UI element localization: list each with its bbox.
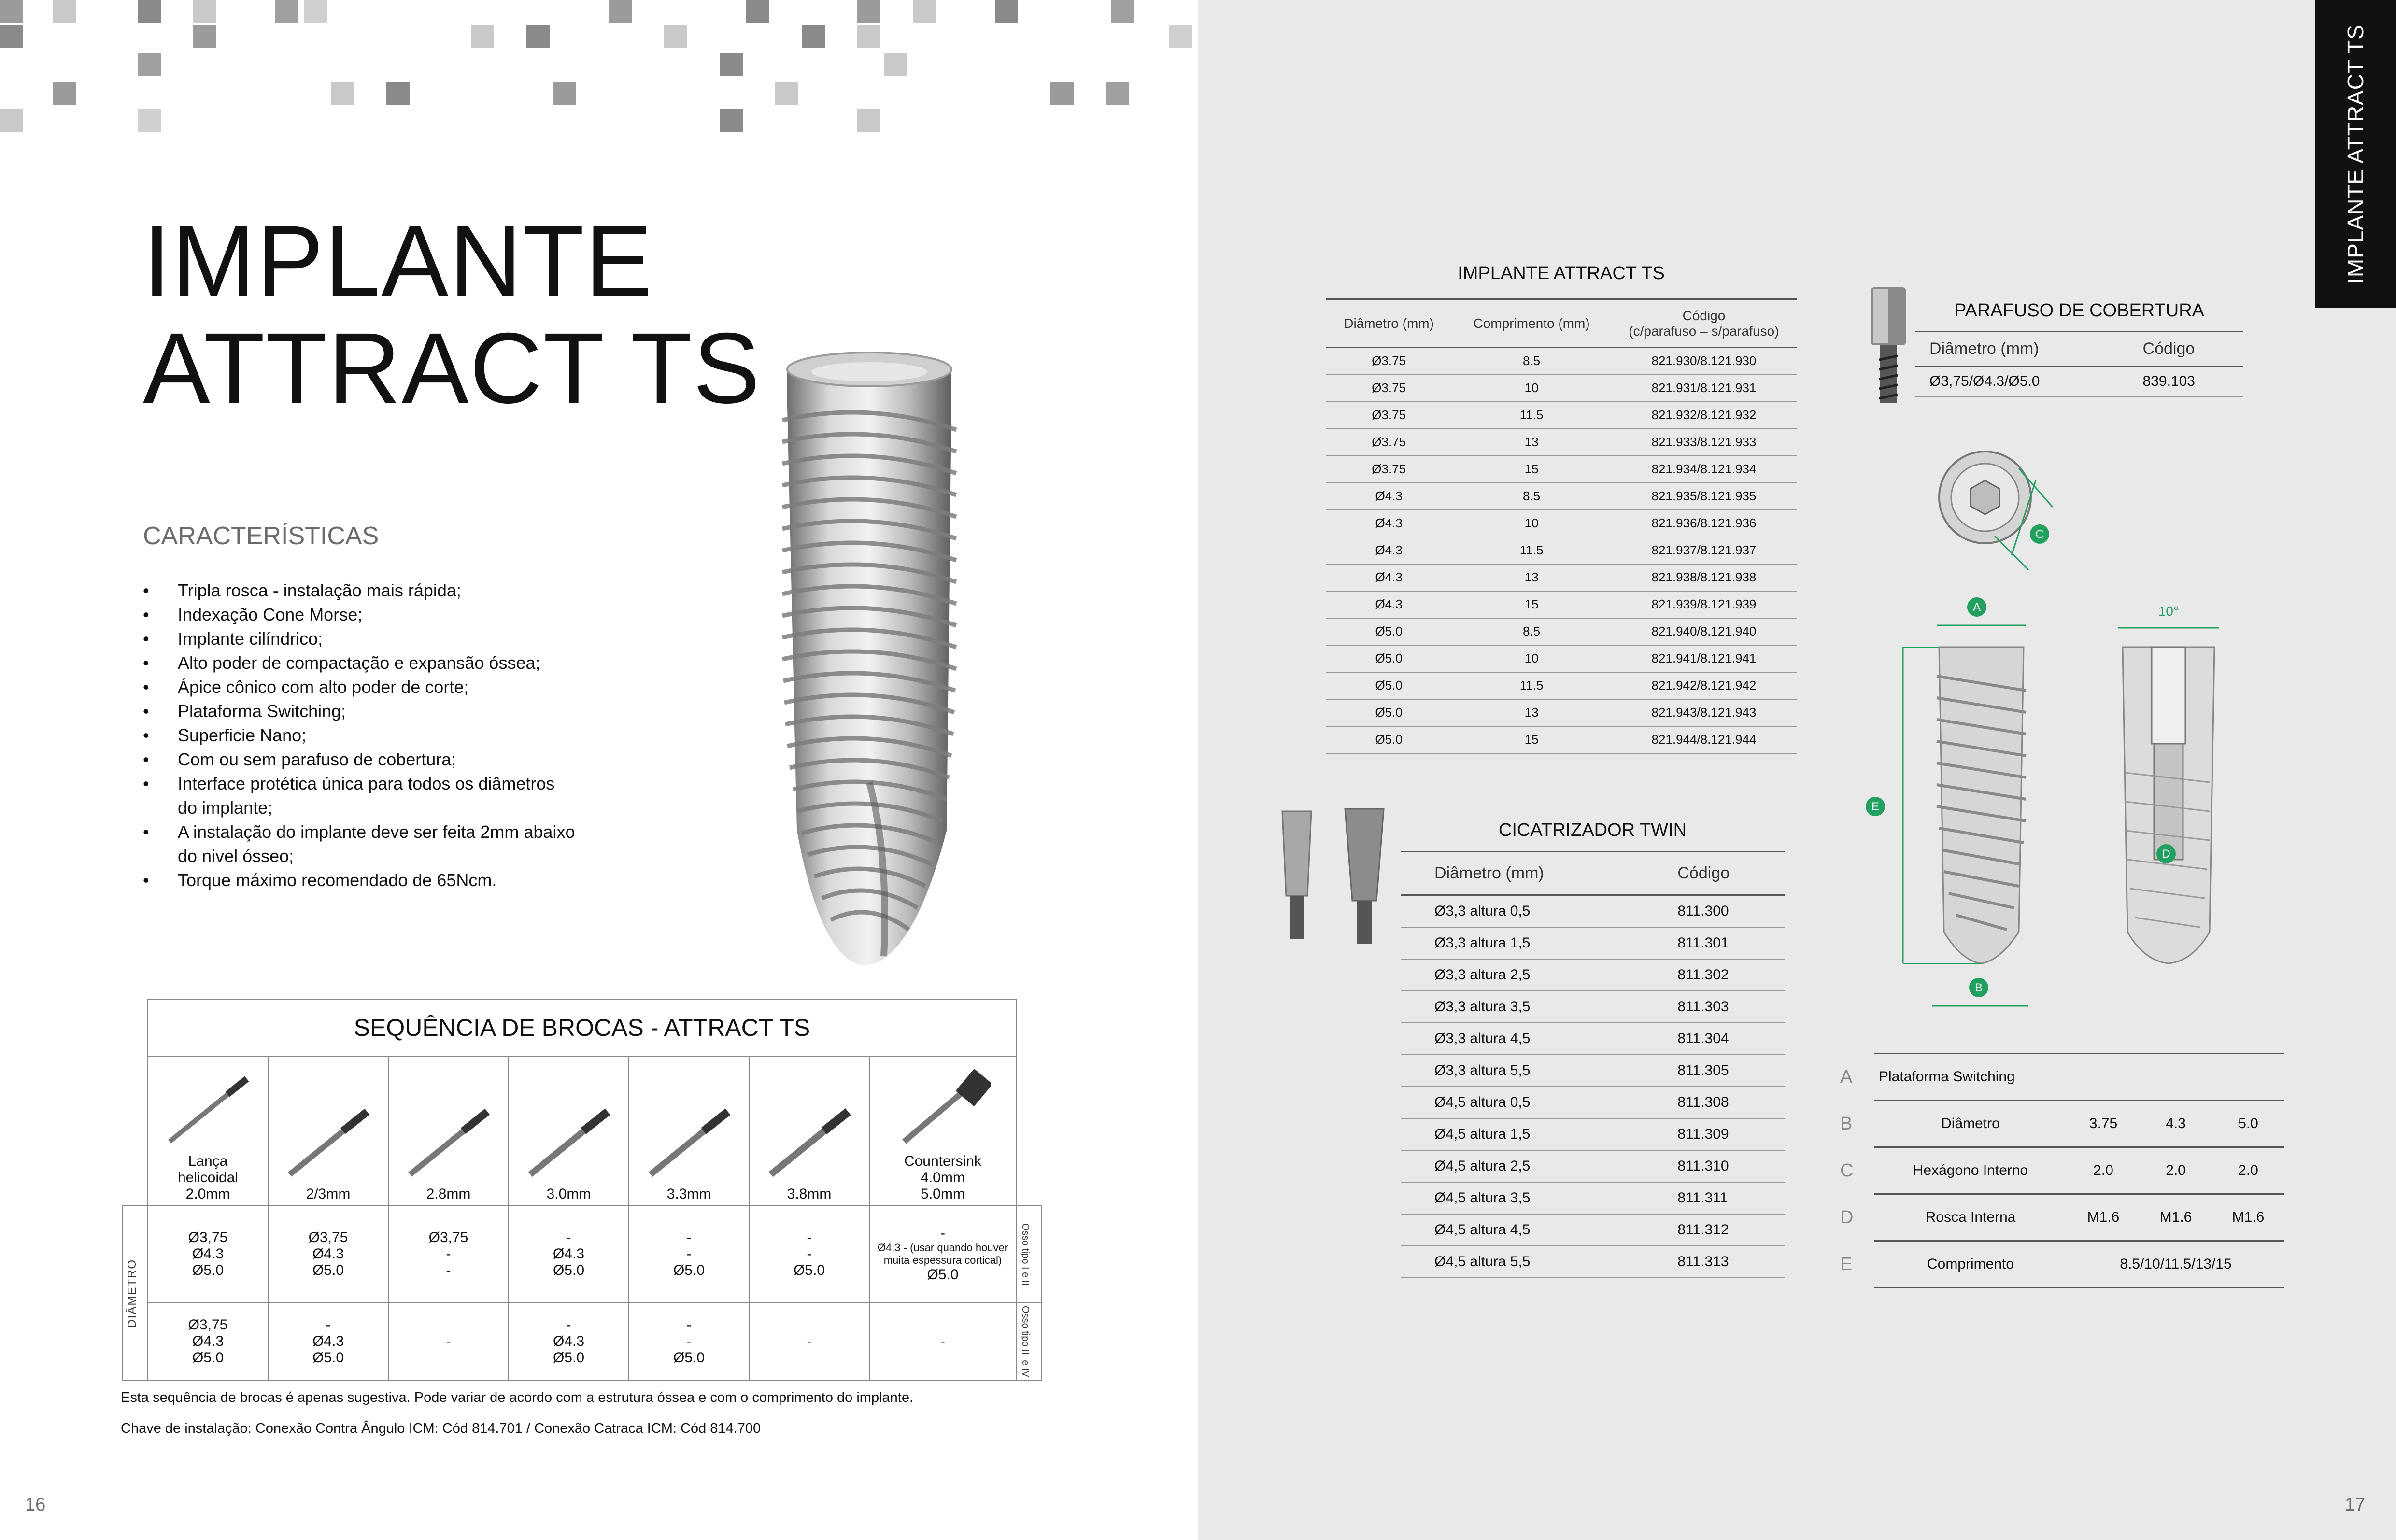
table-cell: 811.302 bbox=[1673, 959, 1785, 991]
drill-table-title: SEQUÊNCIA DE BROCAS - ATTRACT TS bbox=[148, 999, 1016, 1056]
countersink-icon bbox=[894, 1069, 991, 1146]
feature-item: • Implante cilíndrico; bbox=[143, 627, 578, 651]
table-row bbox=[1401, 927, 1785, 959]
table-cell: - bbox=[388, 1302, 509, 1381]
table-row bbox=[1401, 1087, 1785, 1118]
table-row bbox=[1401, 1118, 1785, 1150]
table-cell: Ø5.0 bbox=[1326, 645, 1452, 672]
table-cell: 821.938/8.121.938 bbox=[1611, 564, 1797, 591]
feature-item: • Com ou sem parafuso de cobertura; bbox=[143, 748, 578, 772]
table-row bbox=[1326, 564, 1797, 591]
table-cell: 8.5 bbox=[1452, 348, 1611, 375]
spec-letter: D bbox=[1840, 1207, 1854, 1228]
table-cell: Ø4.3 bbox=[1326, 483, 1452, 510]
side-view-icon bbox=[1866, 597, 2028, 1006]
table-cell: - bbox=[749, 1302, 869, 1381]
spec-label: Rosca Interna bbox=[1874, 1194, 2067, 1241]
drill-label: Countersink bbox=[904, 1153, 982, 1169]
table-row bbox=[1835, 1054, 2284, 1101]
spec-value: 2.0 bbox=[2212, 1147, 2284, 1194]
table-cell: Ø3,3 altura 0,5 bbox=[1401, 895, 1673, 927]
section-view-icon bbox=[2118, 604, 2219, 963]
table-row bbox=[1835, 1241, 2284, 1288]
table-cell: Ø3.75 bbox=[1326, 429, 1452, 456]
table-cell: 821.937/8.121.937 bbox=[1611, 537, 1797, 564]
table-cell: 821.930/8.121.930 bbox=[1611, 348, 1797, 375]
table-row bbox=[1401, 1214, 1785, 1246]
table-cell: 13 bbox=[1452, 699, 1611, 726]
table-cell: 811.313 bbox=[1673, 1246, 1785, 1278]
spec-letter: B bbox=[1840, 1113, 1853, 1134]
table-cell: Ø3,75 Ø4.3 Ø5.0 bbox=[268, 1206, 388, 1302]
table-cell: Ø5.0 bbox=[1326, 672, 1452, 699]
drill-column bbox=[629, 1056, 749, 1206]
column-header: Diâmetro (mm) bbox=[1326, 299, 1452, 348]
table-cell: Ø4,5 altura 1,5 bbox=[1401, 1118, 1673, 1150]
healing-abutment-image bbox=[1273, 799, 1398, 959]
table-cell: 13 bbox=[1452, 429, 1611, 456]
table-row bbox=[1326, 618, 1797, 645]
table-cell: 10 bbox=[1452, 375, 1611, 402]
table-cell: 811.312 bbox=[1673, 1214, 1785, 1246]
table-cell: - Ø4.3 - (usar quando houver muita espessura cortical) Ø5.0 bbox=[869, 1206, 1016, 1302]
implant-table bbox=[1326, 298, 1797, 754]
table-cell: Ø4,5 altura 5,5 bbox=[1401, 1246, 1673, 1278]
page-number-right: 17 bbox=[2345, 1495, 2366, 1515]
table-cell: Ø4,5 altura 2,5 bbox=[1401, 1150, 1673, 1182]
table-row bbox=[1401, 1246, 1785, 1278]
page-title bbox=[143, 205, 761, 424]
table-cell: 811.305 bbox=[1673, 1055, 1785, 1087]
feature-item: • Indexação Cone Morse; bbox=[143, 603, 578, 627]
spec-value: 2.0 bbox=[2140, 1147, 2212, 1194]
label-d: D bbox=[2162, 848, 2170, 861]
table-cell: Ø3.75 bbox=[1326, 348, 1452, 375]
table-row bbox=[1326, 537, 1797, 564]
characteristics-heading: CARACTERÍSTICAS bbox=[143, 522, 379, 550]
table-cell: 13 bbox=[1452, 564, 1611, 591]
table-row bbox=[1401, 895, 1785, 927]
table-row bbox=[1326, 375, 1797, 402]
drill-icon bbox=[641, 1102, 737, 1179]
table-row bbox=[1835, 1194, 2284, 1241]
table-cell: 821.934/8.121.934 bbox=[1611, 456, 1797, 483]
spec-label: Diâmetro bbox=[1874, 1101, 2067, 1147]
drill-column bbox=[749, 1056, 869, 1206]
drill-column bbox=[509, 1056, 629, 1206]
feature-item: • Ápice cônico com alto poder de corte; bbox=[143, 675, 578, 699]
drill-label: 3.0mm bbox=[546, 1186, 591, 1202]
installation-key-note: Chave de instalação: Conexão Contra Ângulo ICM: Cód 814.701 / Conexão Catraca ICM: Cód 814.700 bbox=[121, 1421, 761, 1436]
table-cell: Ø5.0 bbox=[1326, 618, 1452, 645]
table-cell: - - Ø5.0 bbox=[749, 1206, 869, 1302]
table-cell: 10 bbox=[1452, 510, 1611, 537]
table-cell: Ø4,5 altura 4,5 bbox=[1401, 1214, 1673, 1246]
column-header: Código (c/parafuso – s/parafuso) bbox=[1611, 299, 1797, 348]
spec-letter: E bbox=[1840, 1254, 1853, 1274]
feature-item: • Torque máximo recomendado de 65Ncm. bbox=[143, 868, 578, 892]
drill-icon bbox=[761, 1102, 858, 1179]
table-row bbox=[1326, 510, 1797, 537]
spec-value: M1.6 bbox=[2140, 1194, 2212, 1241]
table-cell: 821.943/8.121.943 bbox=[1611, 699, 1797, 726]
column-header: Comprimento (mm) bbox=[1452, 299, 1611, 348]
table-cell: Ø5.0 bbox=[1326, 699, 1452, 726]
feature-item: • A instalação do implante deve ser feita 2mm abaixo do nivel ósseo; bbox=[143, 820, 578, 868]
table-cell: 821.939/8.121.939 bbox=[1611, 591, 1797, 618]
title-line-1: IMPLANTE bbox=[143, 205, 653, 317]
table-cell: 811.309 bbox=[1673, 1118, 1785, 1150]
table-cell: Ø3,3 altura 2,5 bbox=[1401, 959, 1673, 991]
table-cell: 811.301 bbox=[1673, 927, 1785, 959]
table-cell: 821.940/8.121.940 bbox=[1611, 618, 1797, 645]
table-row bbox=[1326, 645, 1797, 672]
table-cell: Ø4.3 bbox=[1326, 510, 1452, 537]
table-cell: - Ø4.3 Ø5.0 bbox=[509, 1302, 629, 1381]
table-cell: Ø3,3 altura 3,5 bbox=[1401, 991, 1673, 1023]
table-row bbox=[1326, 591, 1797, 618]
table-cell: 11.5 bbox=[1452, 402, 1611, 429]
drill-icon bbox=[280, 1102, 377, 1179]
bone-type-label: Osso tipo III e IV bbox=[1020, 1306, 1031, 1377]
table-row bbox=[1326, 348, 1797, 375]
drill-label: 4.0mm bbox=[921, 1170, 965, 1186]
spec-letter: C bbox=[1840, 1160, 1854, 1181]
spec-table bbox=[1835, 1053, 2284, 1288]
table-cell: 15 bbox=[1452, 591, 1611, 618]
spec-value: M1.6 bbox=[2067, 1194, 2140, 1241]
table-cell: 8.5 bbox=[1452, 618, 1611, 645]
table-cell: 15 bbox=[1452, 726, 1611, 753]
drill-label: 2.0mm bbox=[185, 1186, 230, 1202]
drill-sequence-table bbox=[122, 999, 1042, 1381]
table-cell: 11.5 bbox=[1452, 537, 1611, 564]
label-c: C bbox=[2035, 528, 2044, 541]
cover-screw-image bbox=[1867, 283, 1910, 413]
features-list bbox=[143, 579, 578, 892]
diameter-row-label: DIÂMETRO bbox=[126, 1258, 139, 1328]
table-cell: Ø4.3 bbox=[1326, 564, 1452, 591]
spec-label: Hexágono Interno bbox=[1874, 1147, 2067, 1194]
table-cell: Ø4.3 bbox=[1326, 537, 1452, 564]
table-row bbox=[1326, 402, 1797, 429]
feature-item: • Plataforma Switching; bbox=[143, 699, 578, 723]
table-cell: - - Ø5.0 bbox=[629, 1206, 749, 1302]
drill-note: Esta sequência de brocas é apenas sugestiva. Pode variar de acordo com a estrutura óssea e com o comprimento do implante. bbox=[121, 1390, 914, 1405]
table-cell: - - Ø5.0 bbox=[629, 1302, 749, 1381]
feature-item: • Alto poder de compactação e expansão óssea; bbox=[143, 651, 578, 675]
table-cell: 10 bbox=[1452, 645, 1611, 672]
table-cell: Ø3.75 bbox=[1326, 375, 1452, 402]
spec-label: Comprimento bbox=[1874, 1241, 2067, 1288]
drill-label: Lança bbox=[188, 1153, 228, 1169]
drill-icon bbox=[160, 1069, 256, 1146]
implant-image bbox=[768, 348, 971, 975]
table-cell: 811.310 bbox=[1673, 1150, 1785, 1182]
table-cell: Ø4.3 bbox=[1326, 591, 1452, 618]
cover-screw-title: PARAFUSO DE COBERTURA bbox=[1954, 300, 2204, 321]
table-cell: - bbox=[869, 1302, 1016, 1381]
table-row bbox=[1326, 483, 1797, 510]
title-line-2: ATTRACT TS bbox=[143, 312, 761, 424]
feature-item: • Tripla rosca - instalação mais rápida; bbox=[143, 579, 578, 603]
column-header: Código bbox=[2139, 332, 2243, 367]
table-cell: - Ø4.3 Ø5.0 bbox=[268, 1302, 388, 1381]
label-a: A bbox=[1972, 601, 1981, 614]
drill-column bbox=[869, 1056, 1016, 1206]
cover-screw-table bbox=[1915, 331, 2243, 397]
table-cell: 811.308 bbox=[1673, 1087, 1785, 1118]
implant-technical-diagram bbox=[1855, 435, 2251, 1029]
table-cell: 821.935/8.121.935 bbox=[1611, 483, 1797, 510]
drill-label: helicoidal bbox=[177, 1170, 239, 1186]
table-cell: 15 bbox=[1452, 456, 1611, 483]
drill-column bbox=[148, 1056, 268, 1206]
spec-value: 2.0 bbox=[2067, 1147, 2140, 1194]
table-row bbox=[1401, 1055, 1785, 1087]
table-cell: 821.933/8.121.933 bbox=[1611, 429, 1797, 456]
spec-value: 5.0 bbox=[2212, 1101, 2284, 1147]
table-cell: Ø4,5 altura 3,5 bbox=[1401, 1182, 1673, 1214]
spec-letter: A bbox=[1840, 1066, 1853, 1087]
healing-twin-title: CICATRIZADOR TWIN bbox=[1498, 820, 1687, 840]
table-cell: Ø5.0 bbox=[1326, 726, 1452, 753]
table-cell: Ø3,3 altura 4,5 bbox=[1401, 1023, 1673, 1055]
drill-icon bbox=[400, 1102, 497, 1179]
healing-twin-table bbox=[1401, 851, 1785, 1278]
implant-table-title: IMPLANTE ATTRACT TS bbox=[1458, 263, 1665, 283]
spec-label: Plataforma Switching bbox=[1874, 1054, 2067, 1101]
drill-label: 5.0mm bbox=[921, 1186, 965, 1202]
drill-label: 2.8mm bbox=[426, 1186, 471, 1202]
table-cell: 821.944/8.121.944 bbox=[1611, 726, 1797, 753]
table-cell: 811.304 bbox=[1673, 1023, 1785, 1055]
table-row bbox=[1401, 1182, 1785, 1214]
table-cell: 811.311 bbox=[1673, 1182, 1785, 1214]
column-header: Diâmetro (mm) bbox=[1401, 852, 1673, 895]
table-row bbox=[1835, 1101, 2284, 1147]
table-cell: Ø4,5 altura 0,5 bbox=[1401, 1087, 1673, 1118]
table-cell: - Ø4.3 Ø5.0 bbox=[509, 1206, 629, 1302]
column-header: Diâmetro (mm) bbox=[1915, 332, 2139, 367]
table-row bbox=[1326, 726, 1797, 753]
table-cell: Ø3,75 Ø4.3 Ø5.0 bbox=[148, 1206, 268, 1302]
angle-label: 10° bbox=[2158, 604, 2179, 619]
spec-value: 3.75 bbox=[2067, 1101, 2140, 1147]
drill-column bbox=[388, 1056, 509, 1206]
drill-label: 3.8mm bbox=[787, 1186, 832, 1202]
column-header: Código bbox=[1673, 852, 1785, 895]
bone-type-label: Osso tipo I e II bbox=[1020, 1223, 1031, 1286]
table-cell: 811.300 bbox=[1673, 895, 1785, 927]
table-cell: Ø3,75 - - bbox=[388, 1206, 509, 1302]
table-cell: 821.936/8.121.936 bbox=[1611, 510, 1797, 537]
section-tab bbox=[2315, 0, 2396, 308]
table-cell: 811.303 bbox=[1673, 991, 1785, 1023]
spec-value: M1.6 bbox=[2212, 1194, 2284, 1241]
table-row bbox=[1835, 1147, 2284, 1194]
table-cell: 821.942/8.121.942 bbox=[1611, 672, 1797, 699]
section-tab-label: IMPLANTE ATTRACT TS bbox=[2343, 24, 2368, 284]
table-cell: Ø3,75 Ø4.3 Ø5.0 bbox=[148, 1302, 268, 1381]
table-row bbox=[1326, 429, 1797, 456]
table-row bbox=[1401, 1150, 1785, 1182]
table-cell: Ø3,3 altura 1,5 bbox=[1401, 927, 1673, 959]
table-cell: 821.932/8.121.932 bbox=[1611, 402, 1797, 429]
table-row bbox=[1326, 672, 1797, 699]
label-b: B bbox=[1974, 981, 1983, 994]
table-cell: Ø3,3 altura 5,5 bbox=[1401, 1055, 1673, 1087]
table-cell: 821.931/8.121.931 bbox=[1611, 375, 1797, 402]
table-row bbox=[1401, 991, 1785, 1023]
feature-item: • Superficie Nano; bbox=[143, 723, 578, 748]
table-cell: 821.941/8.121.941 bbox=[1611, 645, 1797, 672]
drill-label: 2/3mm bbox=[306, 1186, 351, 1202]
drill-label: 3.3mm bbox=[666, 1186, 711, 1202]
table-row bbox=[1401, 1023, 1785, 1055]
table-cell: 8.5 bbox=[1452, 483, 1611, 510]
table-cell: Ø3.75 bbox=[1326, 402, 1452, 429]
table-row bbox=[1326, 456, 1797, 483]
top-view-icon bbox=[1939, 452, 2053, 570]
label-e: E bbox=[1871, 800, 1880, 813]
page-number-left: 16 bbox=[25, 1495, 46, 1515]
table-row bbox=[1326, 699, 1797, 726]
table-cell: 11.5 bbox=[1452, 672, 1611, 699]
drill-icon bbox=[521, 1102, 617, 1179]
spec-value bbox=[2067, 1054, 2284, 1101]
drill-column bbox=[268, 1056, 388, 1206]
table-row: Ø3,75/Ø4.3/Ø5.0 839.103 bbox=[1915, 367, 2243, 396]
spec-value: 4.3 bbox=[2140, 1101, 2212, 1147]
feature-item: • Interface protética única para todos os diâmetros do implante; bbox=[143, 772, 578, 820]
spec-value: 8.5/10/11.5/13/15 bbox=[2067, 1241, 2284, 1288]
table-row bbox=[1401, 959, 1785, 991]
table-cell: Ø3.75 bbox=[1326, 456, 1452, 483]
